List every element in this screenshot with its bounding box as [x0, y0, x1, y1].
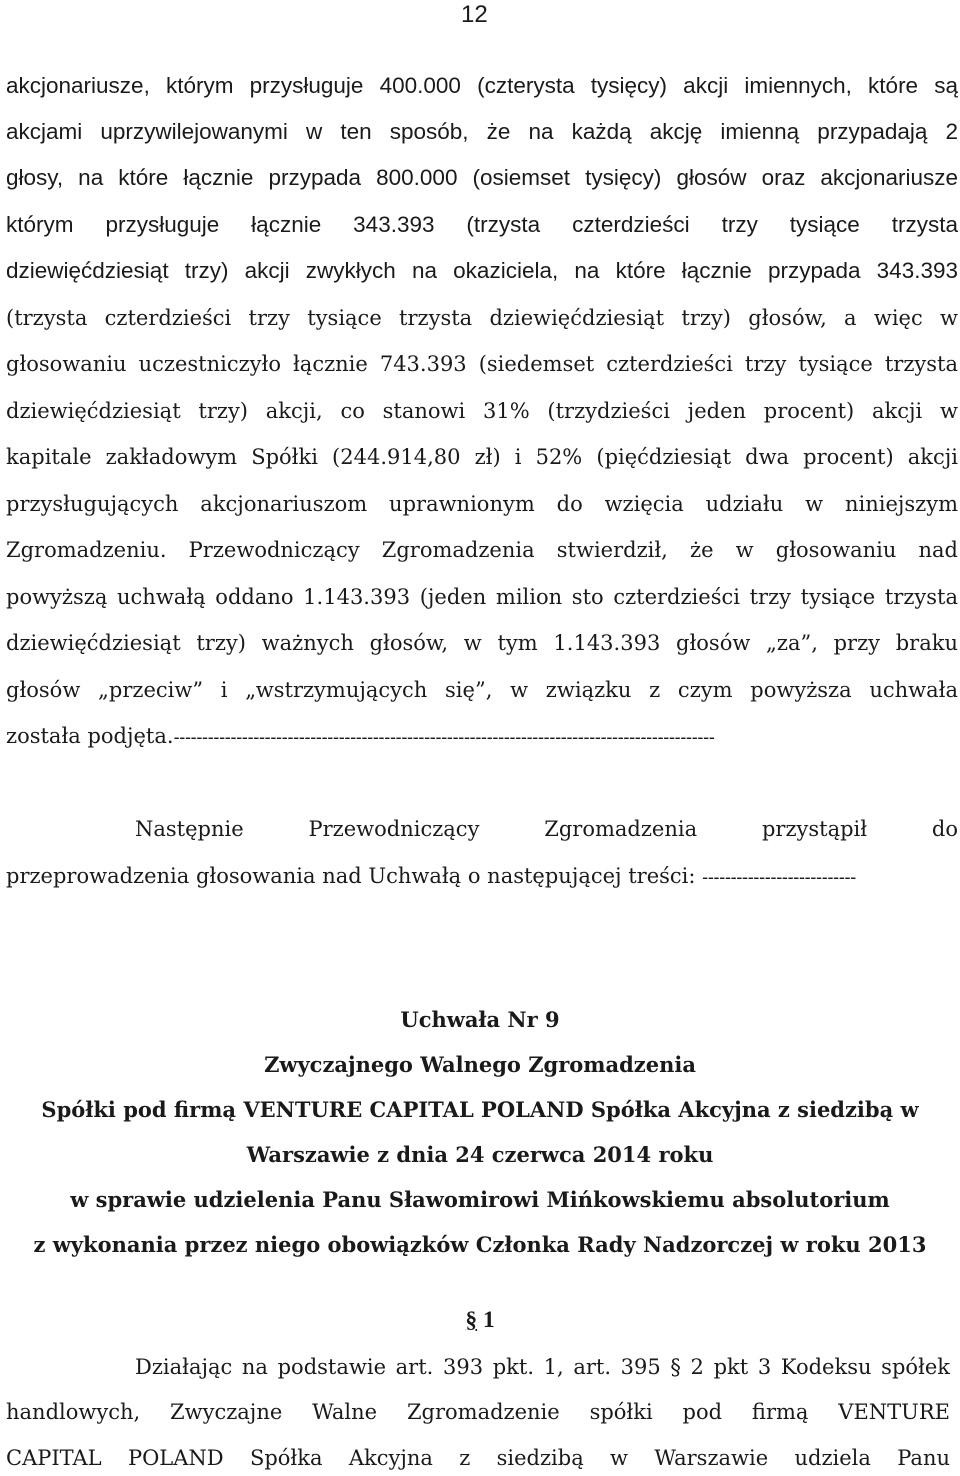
- text-line: Działając na podstawie art. 393 pkt. 1, art. 395 § 2 pkt 3 Kodeksu spółek: [135, 1355, 950, 1379]
- resolution-subject-cont: z wykonania przez niego obowiązków Członka Rady Nadzorczej w roku 2013: [33, 1232, 927, 1257]
- text-line: kapitale zakładowym Spółki (244.914,80 zł) i 52% (pięćdziesiąt dwa procent) akcji: [6, 445, 958, 469]
- resolution-date: Warszawie z dnia 24 czerwca 2014 roku: [246, 1142, 714, 1167]
- text-line: (trzysta czterdzieści trzy tysiące trzysta dziewięćdziesiąt trzy) głosów, a więc w: [6, 306, 958, 330]
- text-line-last: [6, 721, 958, 752]
- section-heading: [0, 1305, 960, 1335]
- text-line: przysługujących akcjonariuszom uprawnionym do wzięcia udziału w niniejszym: [6, 492, 958, 516]
- text-line: którym przysługuje łącznie 343.393 (trzysta czterdzieści trzy tysiące trzysta: [6, 212, 958, 237]
- resolution-body-name: Zwyczajnego Walnego Zgromadzenia: [264, 1052, 696, 1077]
- resolution-number: Uchwała Nr 9: [400, 1007, 560, 1032]
- text-line: dziewięćdziesiąt trzy) akcji, co stanowi 31% (trzydzieści jeden procent) akcji w: [6, 399, 958, 423]
- resolution-subject: w sprawie udzielenia Panu Sławomirowi Mińkowskiemu absolutorium: [70, 1187, 890, 1212]
- dash-filler: ---------------------------: [702, 867, 856, 887]
- text-line: akcjami uprzywilejowanymi w ten sposób, że na każdą akcję imienną przypadają 2: [6, 119, 958, 144]
- text-line: akcjonariusze, którym przysługuje 400.000 (czterysta tysięcy) akcji imiennych, które są: [6, 73, 958, 98]
- text-line: [6, 861, 958, 892]
- resolution-company: Spółki pod firmą VENTURE CAPITAL POLAND Spółka Akcyjna z siedzibą w: [41, 1097, 919, 1122]
- text-line: powyższą uchwałą oddano 1.143.393 (jeden milion sto czterdzieści trzy tysiące trzysta: [6, 585, 958, 609]
- section-mark: §: [465, 1307, 478, 1333]
- closing-text: została podjęta.: [6, 724, 174, 748]
- text-line: dziewięćdziesiąt trzy) akcji zwykłych na okaziciela, na które łącznie przypada 343.393: [6, 258, 958, 283]
- text-line: Zgromadzeniu. Przewodniczący Zgromadzenia stwierdził, że w głosowaniu nad: [6, 538, 958, 562]
- dash-filler: -----------------------------------------------------------------------------------------------: [173, 727, 715, 747]
- text-line: handlowych, Zwyczajne Walne Zgromadzenie spółki pod firmą VENTURE: [6, 1400, 950, 1424]
- intro-text: przeprowadzenia głosowania nad Uchwałą o następującej treści:: [6, 864, 696, 888]
- text-line: głosów „przeciw” i „wstrzymujących się”, w związku z czym powyższa uchwała: [6, 678, 958, 702]
- page-number: 12: [461, 1, 488, 28]
- text-line: dziewięćdziesiąt trzy) ważnych głosów, w tym 1.143.393 głosów „za”, przy braku: [6, 631, 958, 655]
- section-number: 1: [482, 1307, 495, 1333]
- text-line: Następnie Przewodniczący Zgromadzenia przystąpił do: [135, 817, 958, 841]
- text-line: głosy, na które łącznie przypada 800.000 (osiemset tysięcy) głosów oraz akcjonariusze: [6, 165, 958, 190]
- text-line: CAPITAL POLAND Spółka Akcyjna z siedzibą w Warszawie udziela Panu: [6, 1446, 950, 1470]
- text-line: głosowaniu uczestniczyło łącznie 743.393 (siedemset czterdzieści trzy tysiące trzysta: [6, 352, 958, 376]
